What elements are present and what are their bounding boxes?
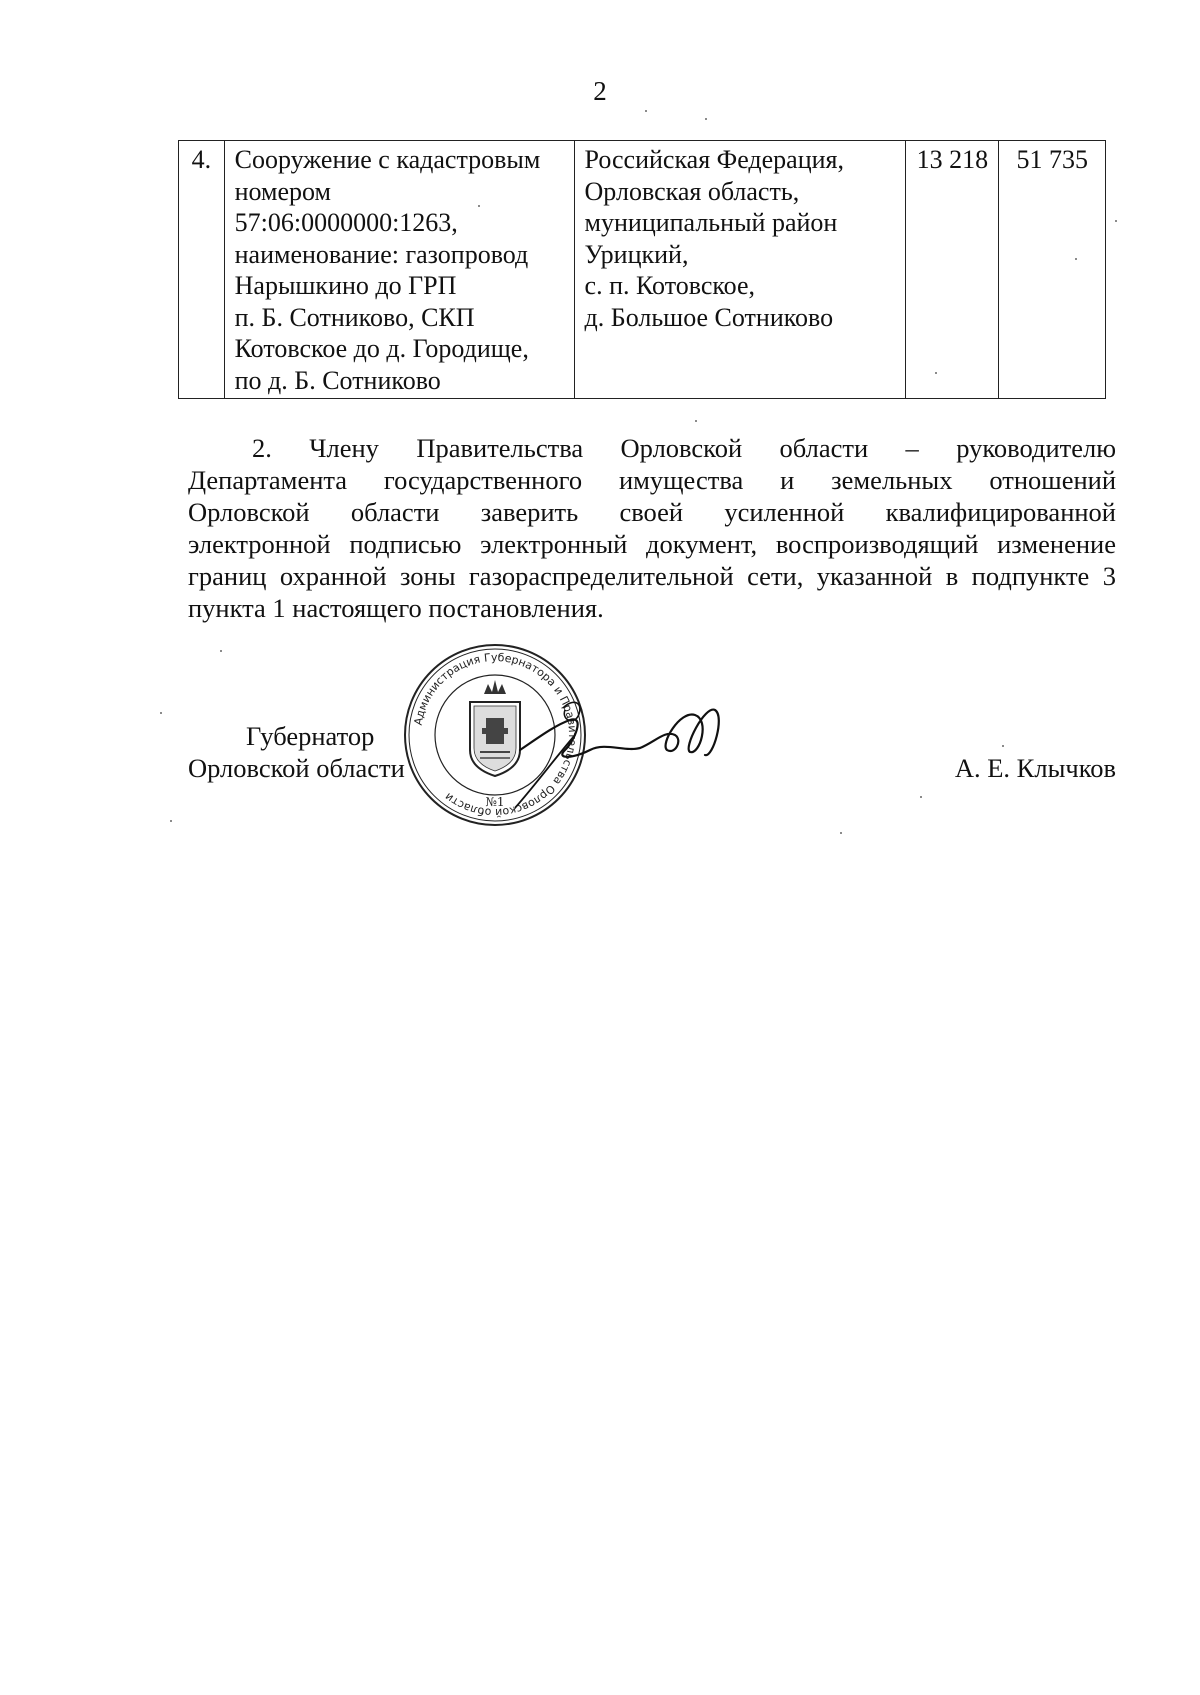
location-line: Российская Федерация, <box>584 145 845 174</box>
object-line: 57:06:0000000:1263, <box>234 208 458 237</box>
paragraph-line: пункта 1 настоящего постановления. <box>188 593 604 623</box>
scan-speck <box>220 650 222 652</box>
location-line: муниципальный район <box>584 208 838 237</box>
row-number-cell: 4. <box>179 141 225 399</box>
signatory-title-line: Орловской области <box>188 753 405 783</box>
scan-speck <box>478 205 480 207</box>
paragraph-line: Орловской области заверить своей усиленной квалифицированной <box>188 497 1116 527</box>
object-line: наименование: газопровод <box>234 239 529 269</box>
location-line: Орловская область, <box>584 176 800 206</box>
instruction-paragraph <box>188 432 1116 624</box>
page-number: 2 <box>593 76 607 106</box>
property-table <box>178 140 1106 399</box>
scan-speck <box>1075 258 1077 260</box>
scan-speck <box>1115 220 1117 222</box>
object-line: по д. Б. Сотниково <box>234 365 441 395</box>
signatory-title <box>188 720 405 784</box>
coat-of-arms-icon <box>470 680 520 776</box>
scan-speck <box>920 796 922 798</box>
value-cell-1: 13 218 <box>906 141 999 399</box>
paragraph-line: 2. Члену Правительства Орловской области – руководителю <box>252 433 1116 463</box>
scan-speck <box>935 372 937 374</box>
paragraph-line: электронной подписью электронный документ, воспроизводящий изменение <box>188 529 1116 559</box>
scan-speck <box>705 118 707 120</box>
location-line: Урицкий, <box>584 239 689 269</box>
scan-speck <box>645 110 647 112</box>
signatory-name: А. Е. Клычков <box>954 753 1116 783</box>
value-cell-2: 51 735 <box>999 141 1106 399</box>
handwritten-signature <box>515 680 735 840</box>
table-row <box>179 141 1106 399</box>
object-line: п. Б. Сотниково, СКП <box>234 302 475 332</box>
scan-speck <box>695 420 697 422</box>
object-line: Котовское до д. Городище, <box>234 334 529 363</box>
location-line: д. Большое Сотниково <box>584 302 834 332</box>
paragraph-line: Департамента государственного имущества и земельных отношений <box>188 465 1116 495</box>
scan-speck <box>840 832 842 834</box>
scan-speck <box>1002 745 1004 747</box>
scan-speck <box>160 712 162 714</box>
location-cell <box>574 141 906 399</box>
object-line: номером <box>234 176 331 206</box>
seal-text: Администрация Губернатора и Правительства Орловской области <box>411 650 580 820</box>
location-line: с. п. Котовское, <box>584 271 756 300</box>
object-description-cell <box>224 141 574 399</box>
signatory-title-line: Губернатор <box>246 721 375 751</box>
scan-speck <box>170 820 172 822</box>
paragraph-line: границ охранной зоны газораспределительной сети, указанной в подпункте 3 <box>188 561 1116 591</box>
object-line: Нарышкино до ГРП <box>234 271 457 300</box>
object-line: Сооружение с кадастровым <box>234 145 541 174</box>
seal-number: №1 <box>485 795 505 809</box>
